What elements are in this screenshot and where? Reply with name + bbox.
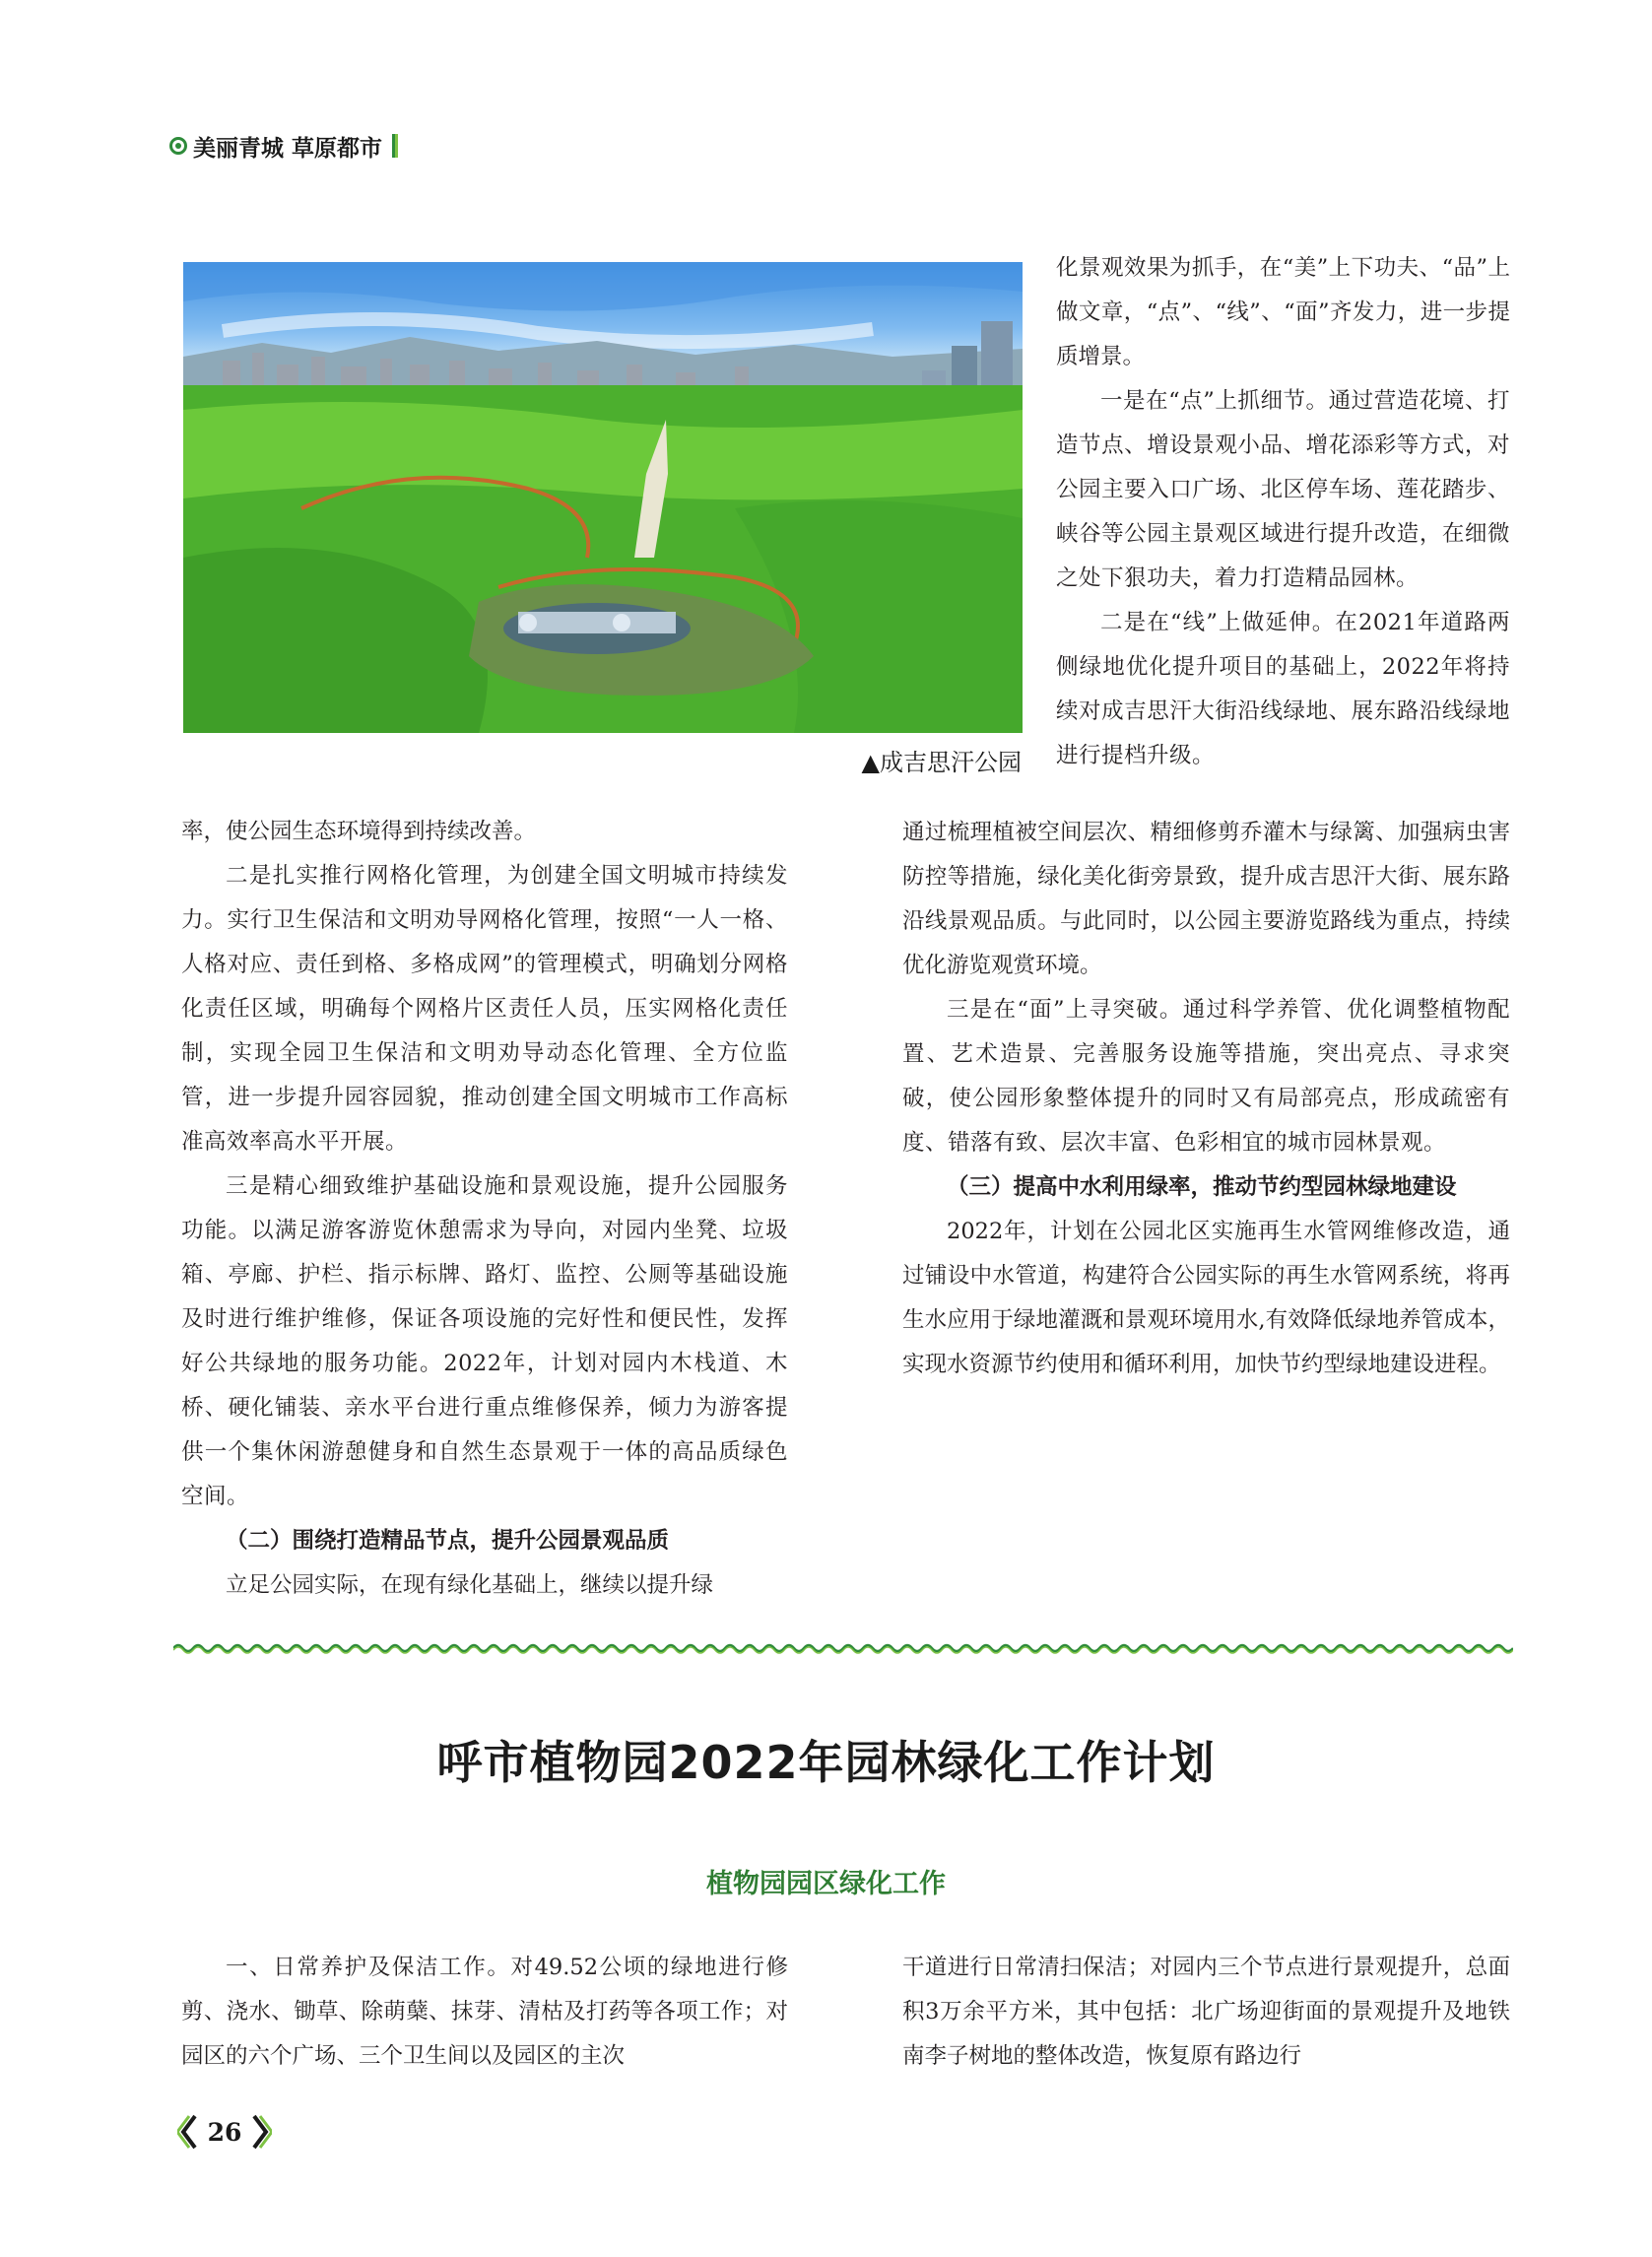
paragraph: 立足公园实际，在现有绿化基础上，继续以提升绿 bbox=[226, 1572, 714, 1598]
paragraph: 一是在“点”上抓细节。通过营造花境、打造节点、增设景观小品、增花添彩等方式，对公园主要入口广场、北区停车场、莲花踏步、峡谷等公园主景观区域进行提升改造，在细微之处下狠功夫，着力打造精品园林。 bbox=[1056, 388, 1510, 591]
article-subtitle: 植物园园区绿化工作 bbox=[706, 1869, 946, 1899]
park-aerial-illustration bbox=[183, 262, 1023, 733]
target-icon bbox=[169, 137, 187, 155]
paragraph: 三是精心细致维护基础设施和景观设施，提升公园服务功能。以满足游客游览休憩需求为导向，对园内坐凳、垃圾箱、亭廊、护栏、指示标牌、路灯、监控、公厕等基础设施及时进行维护维修，保证各项设施的完好性和便民性，发挥好公共绿地的服务功能。2022年，计划对园内木栈道、木桥、硬化铺装、亲水平台进行重点维修保养，倾力为游客提供一个集休闲游憩健身和自然生态景观于一体的高品质绿色空间。 bbox=[181, 1173, 788, 1509]
page-number bbox=[177, 2112, 272, 2152]
header-bar-icon bbox=[392, 134, 398, 158]
article-title: 呼市植物园2022年园林绿化工作计划 bbox=[436, 1736, 1216, 1789]
article-left-column bbox=[181, 1946, 788, 2079]
paragraph: 通过梳理植被空间层次、精细修剪乔灌木与绿篱、加强病虫害防控等措施，绿化美化街旁景致，提升成吉思汗大街、展东路沿线景观品质。与此同时，以公园主要游览路线为重点，持续优化游览观赏环境。 bbox=[902, 820, 1510, 978]
paragraph: 二是在“线”上做延伸。在2021年道路两侧绿地优化提升项目的基础上，2022年将持续对成吉思汗大街沿线绿地、展东路沿线绿地进行提档升级。 bbox=[1056, 610, 1510, 768]
paragraph: 二是扎实推行网格化管理，为创建全国文明城市持续发力。实行卫生保洁和文明劝导网格化管理，按照“一人一格、人格对应、责任到格、多格成网”的管理模式，明确划分网格化责任区域，明确每个网格片区责任人员，压实网格化责任制，实现全园卫生保洁和文明劝导动态化管理、全方位监管，进一步提升园容园貌，推动创建全国文明城市工作高标准高效率高水平开展。 bbox=[181, 863, 788, 1155]
paragraph: 率，使公园生态环境得到持续改善。 bbox=[181, 819, 537, 844]
page-number-text: 26 bbox=[207, 2117, 242, 2147]
park-photo bbox=[183, 262, 1023, 733]
wave-divider bbox=[173, 1641, 1513, 1655]
paragraph: 三是在“面”上寻突破。通过科学养管、优化调整植物配置、艺术造景、完善服务设施等措施，突出亮点、寻求突破，使公园形象整体提升的同时又有局部亮点，形成疏密有度、错落有致、层次丰富、色彩相宜的城市园林景观。 bbox=[902, 997, 1510, 1156]
header-text: 美丽青城 草原都市 bbox=[193, 135, 383, 162]
upper-right-column-bottom bbox=[902, 811, 1510, 1387]
photo-caption: ▲成吉思汗公园 bbox=[861, 749, 1022, 776]
upper-right-column-top bbox=[1056, 246, 1510, 778]
paragraph: 一、日常养护及保洁工作。对49.52公顷的绿地进行修剪、浇水、锄草、除萌蘖、抹芽、清枯及打药等各项工作；对园区的六个广场、三个卫生间以及园区的主次 bbox=[181, 1955, 788, 2069]
paragraph: 2022年，计划在公园北区实施再生水管网维修改造，通过铺设中水管道，构建符合公园实际的再生水管网系统，将再生水应用于绿地灌溉和景观环境用水,有效降低绿地养管成本，实现水资源节约使用和循环利用，加快节约型绿地建设进程。 bbox=[902, 1219, 1510, 1377]
upper-left-column bbox=[181, 810, 788, 1608]
paragraph: 化景观效果为抓手，在“美”上下功夫、“品”上做文章，“点”、“线”、“面”齐发力，进一步提质增景。 bbox=[1056, 255, 1510, 369]
section-heading: （二）围绕打造精品节点，提升公园景观品质 bbox=[226, 1528, 670, 1554]
article-right-column bbox=[902, 1946, 1510, 2079]
section-heading: （三）提高中水利用绿率，推动节约型园林绿地建设 bbox=[947, 1174, 1457, 1200]
paragraph: 干道进行日常清扫保洁；对园内三个节点进行景观提升，总面积3万余平方米，其中包括：北广场迎街面的景观提升及地铁南李子树地的整体改造，恢复原有路边行 bbox=[902, 1955, 1510, 2069]
running-header bbox=[169, 129, 398, 163]
